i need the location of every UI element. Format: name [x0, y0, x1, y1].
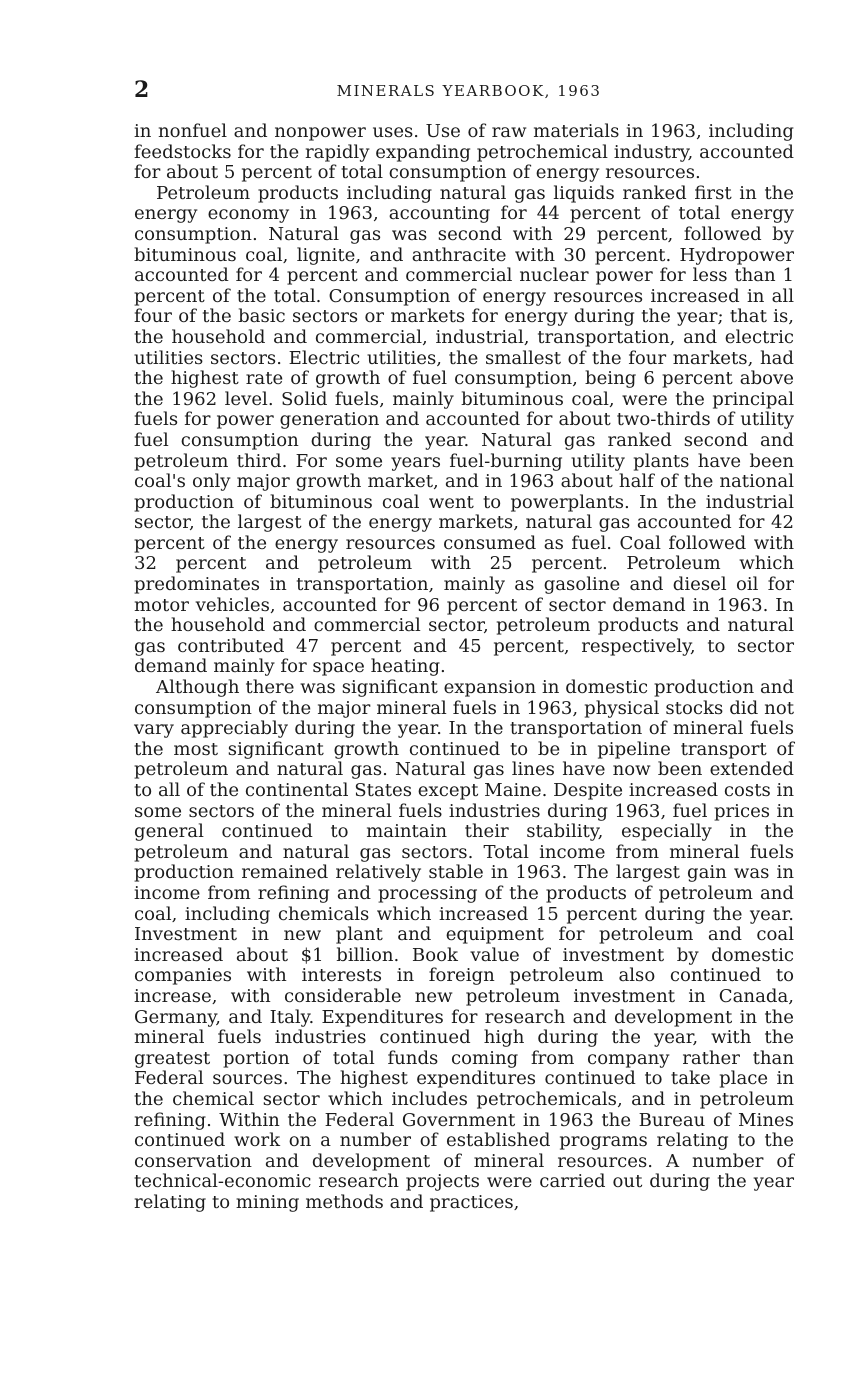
- body-text: [134, 122, 794, 1213]
- paragraph-energy-consumption: Petroleum products including natural gas liquids ranked first in the energy economy in 1963, accounting for 44 percent of total energy consumption. Natural gas was second with 29 percent, followed by bituminous coal, lignite, and anthracite with 30 percent. Hydropower accounted for 4 percent and commercial nuclear power for less than 1 percent of the total. Consumption of energy resources increased in all four of the basic sectors or markets for energy during the year; that is, the household and commercial, industrial, transportation, and electric utilities sectors. Electric utilities, the smallest of the four markets, had the highest rate of growth of fuel consumption, being 6 percent above the 1962 level. Solid fuels, mainly bituminous coal, were the principal fuels for power generation and accounted for about two-thirds of utility fuel consumption during the year. Natural gas ranked second and petroleum third. For some years fuel-burning utility plants have been coal's only major growth market, and in 1963 about half of the national production of bituminous coal went to powerplants. In the industrial sector, the largest of the energy markets, natural gas accounted for 42 percent of the energy resources consumed as fuel. Coal followed with 32 percent and petroleum with 25 percent. Petroleum which predominates in transportation, mainly as gasoline and diesel oil for motor vehicles, accounted for 96 percent of sector demand in 1963. In the household and commercial sector, petroleum products and natural gas contributed 47 percent and 45 percent, respectively, to sector demand mainly for space heating.: [134, 182, 794, 678]
- page-number: 2: [134, 77, 150, 103]
- running-title: MINERALS YEARBOOK, 1963: [336, 82, 602, 100]
- page: [134, 76, 794, 1213]
- paragraph-continuation: in nonfuel and nonpower uses. Use of raw materials in 1963, including feedstocks for the rapidly expanding petrochemical industry, accounted for about 5 percent of total consumption of energy resources.: [134, 121, 794, 184]
- paragraph-production-and-investment: Although there was significant expansion in domestic production and consumption of the major mineral fuels in 1963, physical stocks did not vary appreciably during the year. In the transportation of mineral fuels the most significant growth continued to be in pipeline transport of petroleum and natural gas. Natural gas lines have now been extended to all of the continental States except Maine. Despite increased costs in some sectors of the mineral fuels industries during 1963, fuel prices in general continued to maintain their stability, especially in the petroleum and natural gas sectors. Total income from mineral fuels production remained relatively stable in 1963. The largest gain was in income from refining and processing of the products of petroleum and coal, including chemicals which increased 15 percent during the year. Investment in new plant and equipment for petroleum and coal increased about $1 billion. Book value of investment by domestic companies with interests in foreign petroleum also continued to increase, with considerable new petroleum investment in Canada, Germany, and Italy. Expenditures for research and development in the mineral fuels industries continued high during the year, with the greatest portion of total funds coming from company rather than Federal sources. The highest expenditures continued to take place in the chemical sector which includes petrochemicals, and in petroleum refining. Within the Federal Government in 1963 the Bureau of Mines continued work on a number of established programs relating to the conservation and development of mineral resources. A number of technical-economic research projects were carried out during the year relating to mining methods and practices,: [134, 677, 794, 1213]
- running-head: [134, 76, 794, 104]
